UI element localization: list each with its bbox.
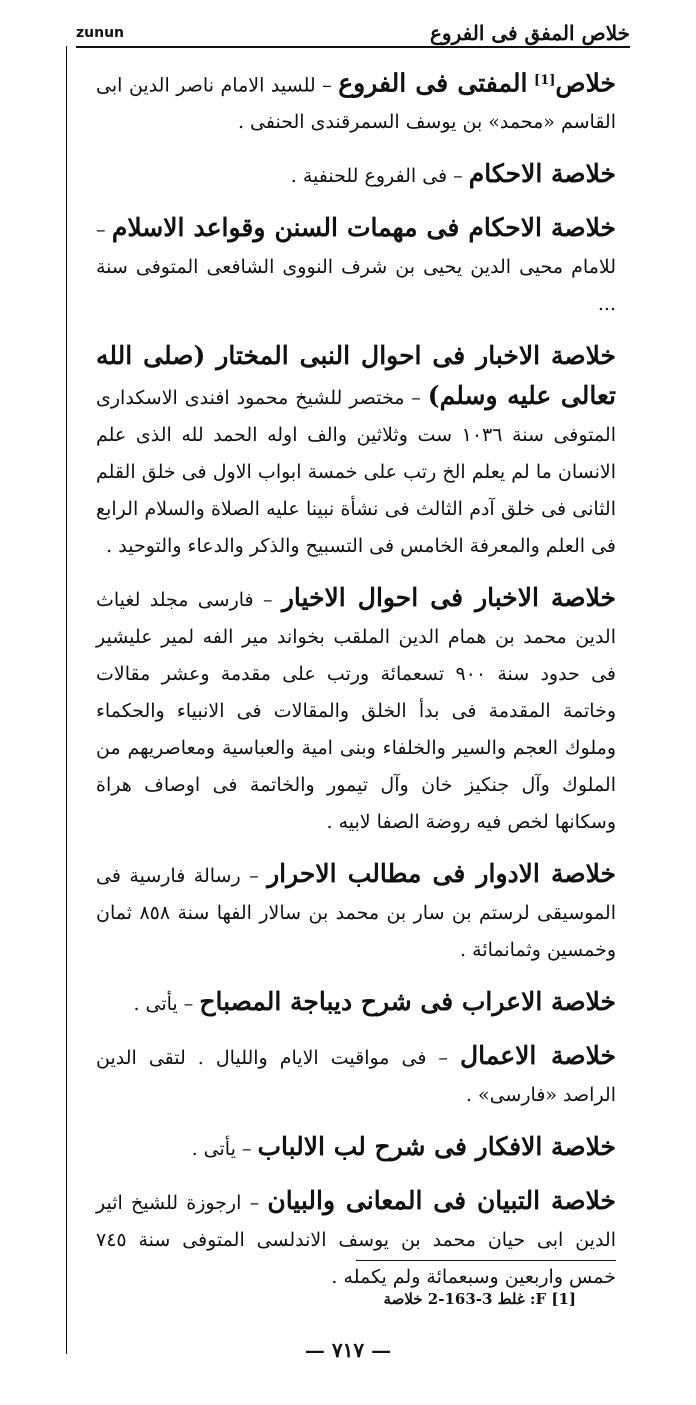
entry — [96, 983, 616, 1023]
entry-head: خلاص — [555, 68, 616, 98]
entry-text: – رسالة فارسية فى الموسيقى لرستم بن سار بن محمد بن سالار الفها سنة ٨٥٨ ثمان وخمسين وثمانمائة . — [96, 865, 617, 962]
header-left-text: zunun — [76, 25, 125, 41]
entry — [96, 155, 616, 195]
footnote-marker: [1] — [534, 73, 556, 88]
footnote-rule — [356, 1260, 616, 1261]
entry-head: خلاصة الاعمال — [459, 1041, 616, 1071]
entry — [96, 579, 616, 841]
entry-text: – للسيد الامام ناصر الدين ابى القاسم «محمد» بن يوسف السمرقندى الحنفى . — [96, 74, 616, 134]
entry-head: خلاصة التبيان فى المعانى والبيان — [267, 1186, 616, 1216]
margin-rule — [66, 46, 67, 1354]
entry-text: – ارجوزة للشيخ اثير الدين ابى حيان محمد بن يوسف الاندلسى المتوفى سنة ٧٤٥ خمس واربعين وسبعمائة ولم يكمله . — [96, 1192, 616, 1289]
header-rule — [76, 46, 630, 48]
entry-head-continued: المفتى فى الفروع — [338, 68, 528, 98]
entry — [96, 209, 616, 323]
entry-head: خلاصة الاحكام — [468, 159, 616, 189]
entry-text: – فارسى مجلد لغياث الدين محمد بن همام الدين الملقب بخواند مير الفه لمير عليشير فى حدود سنة ٩٠٠ تسعمائة ورتب على مقدمة وعشر مقالات وخاتمة المقدمة فى بدأ الخلق والمقالات فى الانبياء والحكماء وملوك العجم والسير والخلفاء وبنى امية والعباسية ومعاصريهم من الملوك وآل جنكيز خان وآل تيمور والخاتمة فى اوصاف هراة وسكانها لخص فيه روضة الصفا لابيه . — [96, 589, 616, 834]
entry — [96, 1037, 616, 1114]
entry-text: – يأتى . — [191, 1138, 258, 1161]
entry-head: خلاصة الادوار فى مطالب الاحرار — [267, 859, 617, 889]
entry-head: خلاصة الاخبار فى احوال النبى المختار (صلى الله تعالى عليه وسلم) — [96, 341, 617, 411]
page-number: — ٧١٧ — — [304, 1338, 392, 1362]
entry-head: خلاصة الاعراب فى شرح ديباجة المصباح — [199, 987, 616, 1017]
header-right-title: خلاص المفق فى الفروع — [430, 21, 630, 45]
entry — [96, 855, 616, 969]
page-body — [96, 62, 616, 1310]
running-header — [76, 20, 630, 46]
entry-head: خلاصة الاخبار فى احوال الاخيار — [281, 583, 616, 613]
entry-text: – للامام محيى الدين يحيى بن شرف النووى الشافعى المتوفى سنة ... — [96, 219, 616, 316]
entry-text: – فى الفروع للحنفية . — [290, 165, 469, 188]
entry-text: – فى مواقيت الايام والليال . لتقى الدين الراصد «فارسى» . — [96, 1047, 616, 1107]
entry-head: خلاصة الافكار فى شرح لب الالباب — [257, 1132, 616, 1162]
entry — [96, 1128, 616, 1168]
entry-head: خلاصة الاحكام فى مهمات السنن وقواعد الاسلام — [111, 213, 616, 243]
entry — [96, 1182, 616, 1296]
entry — [96, 337, 616, 565]
entry — [96, 62, 616, 141]
entry-text: – يأتى . — [133, 993, 200, 1016]
entry-text: – مختصر للشيخ محمود افندى الاسكدارى المتوفى سنة ١٠٣٦ ست وثلاثين والف اوله الحمد لله الذى علم الانسان ما لم يعلم الخ رتب على خمسة ابواب الاول فى خلق القلم الثانى فى خلق آدم الثالث فى نشأة نبينا عليه الصلاة والسلام الرابع فى العلم والمعرفة الخامس فى التسبيح والذكر والدعاء والتوحيد . — [96, 387, 616, 558]
footnote: [1] F: غلط 3-163-2 خلاصة — [383, 1290, 576, 1308]
